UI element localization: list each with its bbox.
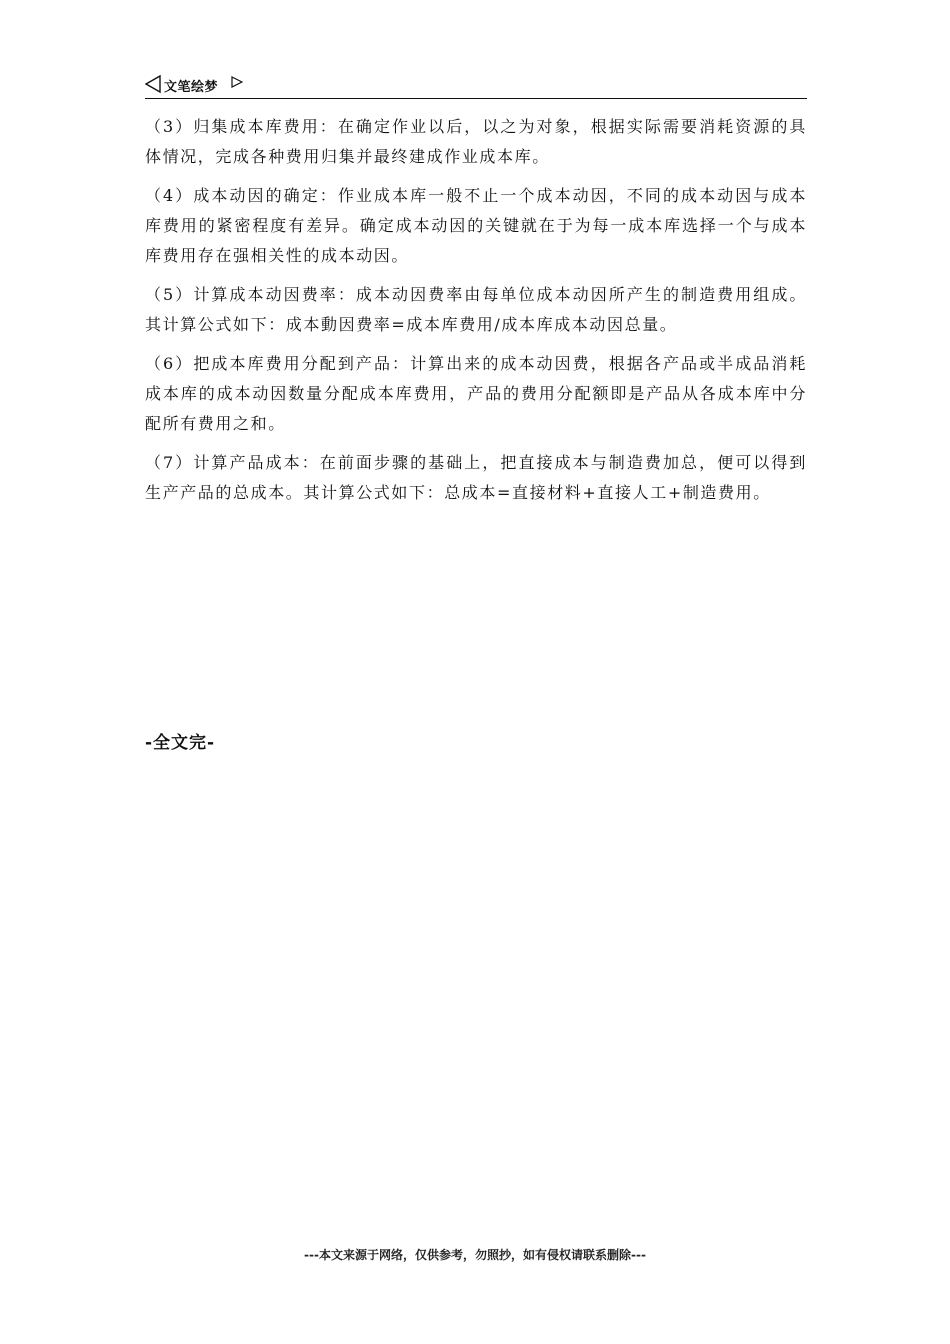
right-triangle-icon <box>231 76 243 88</box>
paragraph-step-6: （6）把成本库费用分配到产品：计算出来的成本动因费，根据各产品或半成品消耗成本库的成本动因数量分配成本库费用，产品的费用分配额即是产品从各成本库中分配所有费用之和。 <box>145 354 807 433</box>
paragraph-step-7: （7）计算产品成本：在前面步骤的基础上，把直接成本与制造费加总，便可以得到生产产品的总成本。其计算公式如下：总成本=直接材料+直接人工+制造费用。 <box>145 453 807 502</box>
page-header <box>145 72 807 99</box>
end-mark: -全文完- <box>145 733 216 753</box>
paragraph-step-3: （3）归集成本库费用：在确定作业以后，以之为对象，根据实际需要消耗资源的具体情况，完成各种费用归集并最终建成作业成本库。 <box>145 117 807 166</box>
page-footer: ---本文来源于网络，仅供参考，勿照抄，如有侵权请联系删除--- <box>304 1248 646 1262</box>
paragraph-step-5: （5）计算成本动因费率：成本动因费率由每单位成本动因所产生的制造费用组成。其计算公式如下：成本動因费率=成本库费用/成本库成本动因总量。 <box>145 285 807 334</box>
header-title: 文笔绘梦 <box>164 80 219 95</box>
document-body <box>145 112 807 517</box>
left-triangle-icon <box>145 75 161 93</box>
paragraph-step-4: （4）成本动因的确定：作业成本库一般不止一个成本动因，不同的成本动因与成本库费用的紧密程度有差异。确定成本动因的关键就在于为每一成本库选择一个与成本库费用存在强相关性的成本动因。 <box>145 186 807 265</box>
